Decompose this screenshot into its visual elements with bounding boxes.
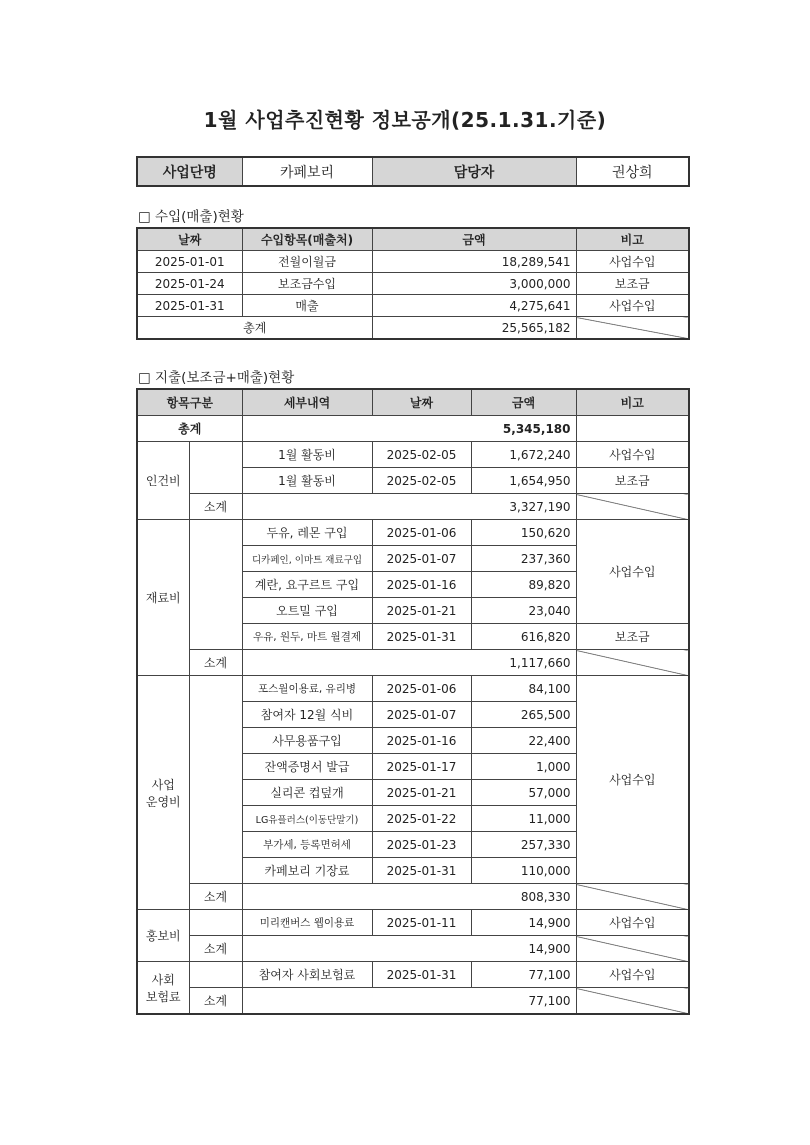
income-date: 2025-01-31: [137, 295, 242, 317]
expense-row: [137, 442, 689, 468]
expense-detail: 부가세, 등록면허세: [242, 832, 372, 858]
subtotal-label: 소계: [189, 884, 242, 910]
expense-date: 2025-01-06: [372, 676, 471, 702]
expense-table: [136, 388, 690, 1015]
expense-detail: 우유, 원두, 마트 월결제: [242, 624, 372, 650]
expense-amount: 1,672,240: [471, 442, 576, 468]
expense-header-detail: 세부내역: [242, 389, 372, 416]
expense-detail: 1월 활동비: [242, 468, 372, 494]
manager-value: 권상희: [576, 157, 689, 186]
expense-detail: 계란, 요구르트 구입: [242, 572, 372, 598]
expense-note: 사업수입: [576, 442, 689, 468]
category-label-line2: 보험료: [145, 989, 181, 1004]
blank-cell: [189, 520, 242, 650]
expense-date: 2025-01-22: [372, 806, 471, 832]
expense-amount: 110,000: [471, 858, 576, 884]
expense-amount: 84,100: [471, 676, 576, 702]
blank-cell: [189, 442, 242, 494]
expense-total-note: [576, 416, 689, 442]
subtotal-amount: 1,117,660: [242, 650, 576, 676]
expense-date: 2025-01-07: [372, 546, 471, 572]
subtotal-amount: 808,330: [242, 884, 576, 910]
diagonal-cell: [576, 494, 689, 520]
income-total-label: 총계: [137, 317, 372, 340]
expense-date: 2025-01-07: [372, 702, 471, 728]
income-amount: 4,275,641: [372, 295, 576, 317]
expense-date: 2025-01-31: [372, 962, 471, 988]
expense-date: 2025-01-21: [372, 780, 471, 806]
expense-note: 사업수입: [576, 962, 689, 988]
income-header-note: 비고: [576, 228, 689, 251]
subtotal-row: [137, 988, 689, 1015]
expense-date: 2025-01-21: [372, 598, 471, 624]
expense-date: 2025-02-05: [372, 442, 471, 468]
expense-amount: 237,360: [471, 546, 576, 572]
subtotal-label: 소계: [189, 988, 242, 1015]
expense-detail: 두유, 레몬 구입: [242, 520, 372, 546]
expense-note: 사업수입: [576, 910, 689, 936]
income-section-title: □ 수입(매출)현황: [138, 209, 244, 225]
income-note: 사업수입: [576, 295, 689, 317]
expense-date: 2025-01-31: [372, 624, 471, 650]
subtotal-row: [137, 494, 689, 520]
category-label: [137, 676, 189, 910]
income-note: 사업수입: [576, 251, 689, 273]
subtotal-label: 소계: [189, 494, 242, 520]
income-total-amount: 25,565,182: [372, 317, 576, 340]
project-name-value: 카페보리: [242, 157, 372, 186]
expense-header-date: 날짜: [372, 389, 471, 416]
diagonal-cell: [576, 884, 689, 910]
expense-detail: 실리콘 컵덮개: [242, 780, 372, 806]
subtotal-label: 소계: [189, 936, 242, 962]
expense-date: 2025-01-16: [372, 728, 471, 754]
project-info-table: [136, 156, 690, 187]
subtotal-row: [137, 884, 689, 910]
income-header-item: 수입항목(매출처): [242, 228, 372, 251]
expense-header-amount: 금액: [471, 389, 576, 416]
expense-row: [137, 962, 689, 988]
subtotal-row: [137, 936, 689, 962]
expense-detail: 카페보리 기장료: [242, 858, 372, 884]
expense-amount: 89,820: [471, 572, 576, 598]
income-date: 2025-01-01: [137, 251, 242, 273]
expense-detail: 1월 활동비: [242, 442, 372, 468]
expense-date: 2025-01-23: [372, 832, 471, 858]
expense-note: 사업수입: [576, 520, 689, 624]
subtotal-amount: 14,900: [242, 936, 576, 962]
expense-amount: 57,000: [471, 780, 576, 806]
diagonal-cell: [576, 317, 689, 340]
expense-detail: 미리캔버스 웹이용료: [242, 910, 372, 936]
expense-amount: 616,820: [471, 624, 576, 650]
expense-header-note: 비고: [576, 389, 689, 416]
diagonal-cell: [576, 936, 689, 962]
income-item: 매출: [242, 295, 372, 317]
income-header-date: 날짜: [137, 228, 242, 251]
expense-date: 2025-02-05: [372, 468, 471, 494]
subtotal-amount: 3,327,190: [242, 494, 576, 520]
expense-note: 보조금: [576, 624, 689, 650]
subtotal-label: 소계: [189, 650, 242, 676]
income-date: 2025-01-24: [137, 273, 242, 295]
category-label-line2: 운영비: [145, 794, 181, 809]
expense-detail: 디카페인, 이마트 재료구입: [242, 546, 372, 572]
expense-total-row: [137, 416, 689, 442]
expense-header-category: 항목구분: [137, 389, 242, 416]
expense-date: 2025-01-17: [372, 754, 471, 780]
income-note: 보조금: [576, 273, 689, 295]
page-title: 1월 사업추진현황 정보공개(25.1.31.기준): [203, 108, 607, 132]
income-item: 전월이월금: [242, 251, 372, 273]
income-table: [136, 227, 690, 340]
expense-row: [137, 676, 689, 702]
expense-amount: 22,400: [471, 728, 576, 754]
expense-row: [137, 910, 689, 936]
expense-section-title: □ 지출(보조금+매출)현황: [138, 370, 295, 386]
diagonal-cell: [576, 650, 689, 676]
expense-note: 보조금: [576, 468, 689, 494]
expense-amount: 1,000: [471, 754, 576, 780]
expense-amount: 1,654,950: [471, 468, 576, 494]
income-amount: 18,289,541: [372, 251, 576, 273]
category-label: [137, 962, 189, 1015]
expense-detail: 참여자 12월 식비: [242, 702, 372, 728]
subtotal-row: [137, 650, 689, 676]
category-label: 인건비: [137, 442, 189, 520]
category-label-line1: 사회: [151, 972, 175, 987]
income-total-row: [137, 317, 689, 340]
manager-label: 담당자: [372, 157, 576, 186]
expense-date: 2025-01-31: [372, 858, 471, 884]
expense-detail: 참여자 사회보험료: [242, 962, 372, 988]
blank-cell: [189, 910, 242, 936]
expense-amount: 23,040: [471, 598, 576, 624]
expense-detail: 잔액증명서 발급: [242, 754, 372, 780]
income-row: [137, 295, 689, 317]
expense-amount: 11,000: [471, 806, 576, 832]
category-label-line1: 사업: [151, 777, 175, 792]
expense-amount: 14,900: [471, 910, 576, 936]
diagonal-cell: [576, 988, 689, 1015]
income-row: [137, 273, 689, 295]
expense-row: [137, 520, 689, 546]
expense-detail: 사무용품구입: [242, 728, 372, 754]
income-row: [137, 251, 689, 273]
expense-amount: 150,620: [471, 520, 576, 546]
expense-detail: LG유플러스(이동단말기): [242, 806, 372, 832]
category-label: 홍보비: [137, 910, 189, 962]
expense-note: 사업수입: [576, 676, 689, 884]
expense-amount: 77,100: [471, 962, 576, 988]
income-amount: 3,000,000: [372, 273, 576, 295]
blank-cell: [189, 962, 242, 988]
expense-detail: 오트밀 구입: [242, 598, 372, 624]
project-name-label: 사업단명: [137, 157, 242, 186]
expense-amount: 265,500: [471, 702, 576, 728]
income-item: 보조금수입: [242, 273, 372, 295]
project-info-row: [137, 157, 689, 186]
expense-date: 2025-01-11: [372, 910, 471, 936]
subtotal-amount: 77,100: [242, 988, 576, 1015]
category-label: 재료비: [137, 520, 189, 676]
expense-date: 2025-01-06: [372, 520, 471, 546]
income-header-amount: 금액: [372, 228, 576, 251]
expense-total-label: 총계: [137, 416, 242, 442]
income-header-row: [137, 228, 689, 251]
expense-date: 2025-01-16: [372, 572, 471, 598]
expense-detail: 포스월이용료, 유리병: [242, 676, 372, 702]
expense-header-row: [137, 389, 689, 416]
expense-amount: 257,330: [471, 832, 576, 858]
expense-total-amount: 5,345,180: [242, 416, 576, 442]
blank-cell: [189, 676, 242, 884]
